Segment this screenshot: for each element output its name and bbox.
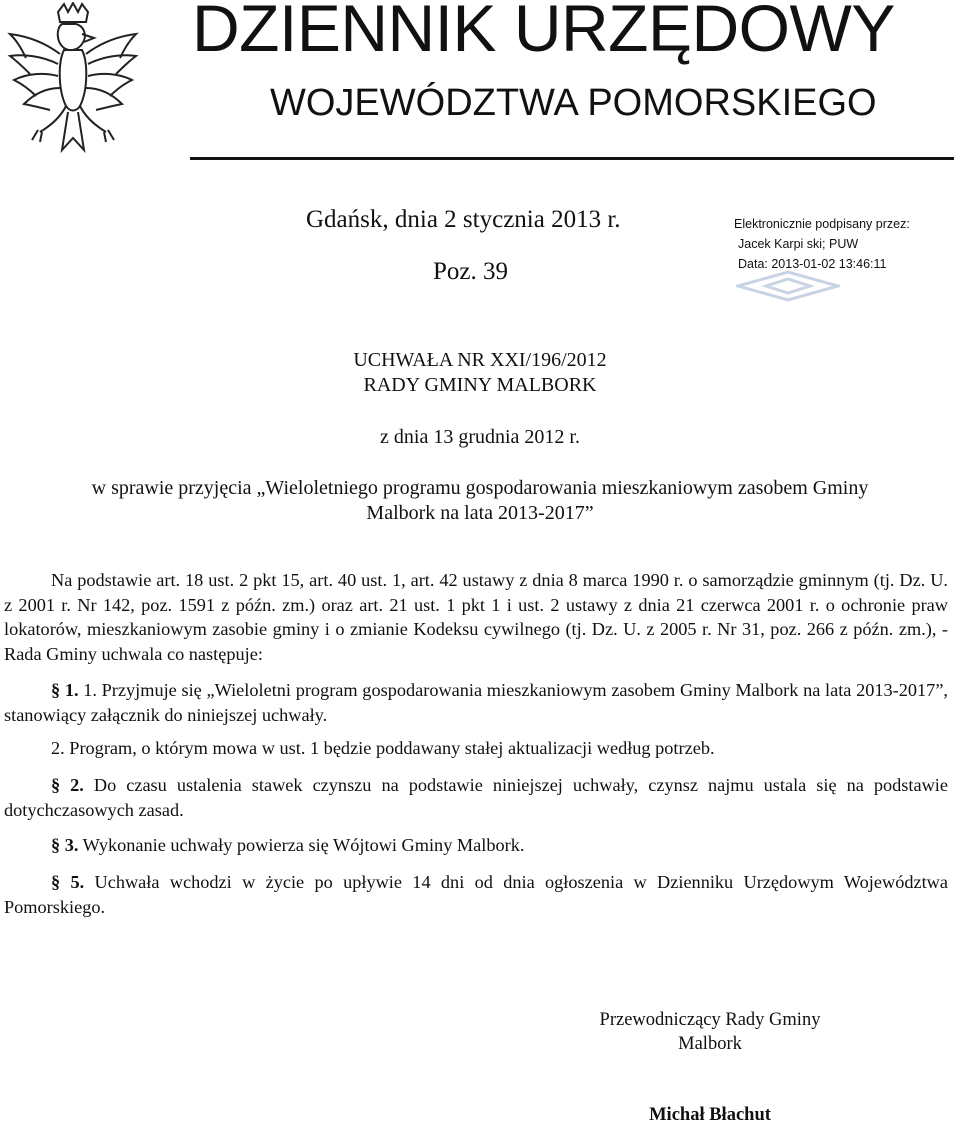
electronic-signature-box: [734, 214, 910, 274]
signature-logo-icon: [736, 270, 840, 302]
preamble-paragraph: Na podstawie art. 18 ust. 2 pkt 15, art. 40 ust. 1, art. 42 ustawy z dnia 8 marca 1990 r. o samorządzie gminnym (tj. Dz. U. z 2001 r. Nr 142, poz. 1591 z późn. zm.) oraz art. 21 ust. 1 pkt 1 i ust. 2 ustawy z dnia 21 czerwca 2001 r. o ochronie praw lokatorów, mieszkaniowym zasobie gminy i o zmianie Kodeksu cywilnego (tj. Dz. U. z 2005 r. Nr 31, poz. 266 z późn. zm.), - Rada Gminy uchwala co następuje:: [4, 570, 948, 664]
paragraph-5-number: § 5.: [51, 872, 85, 892]
paragraph-1-number: § 1.: [51, 680, 79, 700]
signature-date: Data: 2013-01-02 13:46:11: [738, 257, 887, 271]
journal-subtitle: WOJEWÓDZTWA POMORSKIEGO: [270, 82, 877, 124]
paragraph-5: [4, 870, 948, 919]
place-date: Gdańsk, dnia 2 stycznia 2013 r.: [306, 206, 621, 233]
position-number: Poz. 39: [433, 258, 508, 285]
resolution-subject-line2: Malbork na lata 2013-2017”: [366, 502, 594, 524]
paragraph-3: [4, 833, 948, 858]
signatory-name-text: Michał Błachut: [649, 1105, 771, 1125]
paragraph-1: [4, 678, 948, 727]
paragraph-2-text: Do czasu ustalenia stawek czynszu na podstawie niniejszej uchwały, czynsz najmu ustala się na podstawie dotychczasowych zasad.: [4, 775, 948, 820]
paragraph-2-number: § 2.: [51, 775, 84, 795]
paragraph-5-text: Uchwała wchodzi w życie po upływie 14 dni od dnia ogłoszenia w Dzienniku Urzędowym Województwa Pomorskiego.: [4, 872, 948, 917]
paragraph-2: [4, 773, 948, 822]
resolution-date: z dnia 13 grudnia 2012 r.: [380, 426, 580, 448]
signatory-name: [560, 1102, 860, 1128]
signature-signer: Jacek Karpi ski; PUW: [738, 237, 859, 251]
paragraph-1-item-2: 2. Program, o którym mowa w ust. 1 będzie poddawany stałej aktualizacji według potrzeb.: [51, 738, 715, 758]
resolution-council: RADY GMINY MALBORK: [363, 374, 597, 396]
signatory-role-line1: Przewodniczący Rady Gminy: [599, 1010, 821, 1030]
signatory-role-line2: Malbork: [678, 1034, 742, 1054]
paragraph-3-number: § 3.: [51, 835, 79, 855]
eagle-emblem-icon: [4, 2, 142, 160]
resolution-title: UCHWAŁA NR XXI/196/2012: [353, 349, 607, 371]
header-divider: [190, 157, 954, 160]
paragraph-1-text: 1. Przyjmuje się „Wieloletni program gospodarowania mieszkaniowym zasobem Gminy Malbork na lata 2013-2017”, stanowiący załącznik do niniejszej uchwały.: [4, 680, 948, 725]
resolution-subject-line1: w sprawie przyjęcia „Wieloletniego programu gospodarowania mieszkaniowym zasobem Gminy: [91, 477, 869, 499]
journal-title: DZIENNIK URZĘDOWY: [192, 0, 895, 65]
signature-label: Elektronicznie podpisany przez:: [734, 217, 910, 231]
paragraph-3-text: Wykonanie uchwały powierza się Wójtowi Gminy Malbork.: [78, 835, 525, 855]
